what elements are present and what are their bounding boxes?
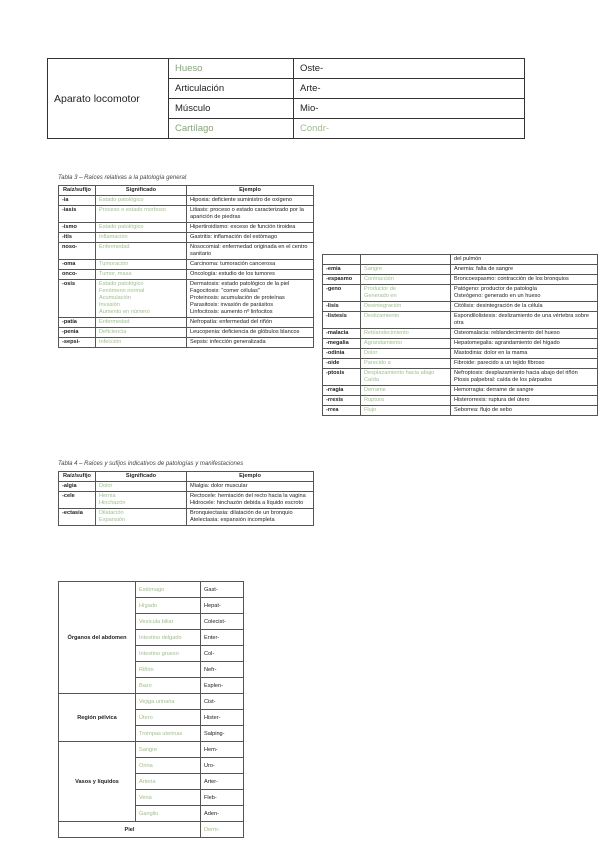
- table4: [58, 471, 314, 526]
- meaning-text: Invasión: [99, 302, 120, 308]
- meaning-cell: [361, 275, 451, 285]
- example-text: Bronquiectasia: dilatación de un bronquio: [190, 510, 293, 516]
- meaning-text: Deslizamiento: [364, 313, 400, 319]
- group-label: Órganos del abdomen: [59, 582, 136, 694]
- term-cell: Cartílago: [169, 119, 294, 139]
- example-cell: [451, 329, 598, 339]
- meaning-cell: [96, 318, 187, 328]
- meaning-text: Estado patológico: [99, 224, 144, 230]
- table-row: [323, 255, 598, 265]
- term-cell: Orina: [136, 758, 201, 774]
- root-cell: Mio-: [294, 99, 525, 119]
- root-cell: -osis: [59, 280, 96, 318]
- meaning-text: Desintegración: [364, 303, 402, 309]
- table4-header: Raíz/sufijo: [59, 472, 96, 482]
- meaning-cell: [96, 482, 187, 492]
- root-cell: -geno: [323, 285, 361, 302]
- table-row: [59, 482, 314, 492]
- meaning-cell: [96, 338, 187, 348]
- meaning-cell: [361, 302, 451, 312]
- term-cell: Intestino grueso: [136, 646, 201, 662]
- root-cell: -ismo: [59, 223, 96, 233]
- root-cell: Condr-: [294, 119, 525, 139]
- example-text: Proteinosis: acumulación de proteínas: [190, 295, 285, 301]
- table-row: [323, 329, 598, 339]
- term-cell: Arteria: [136, 774, 201, 790]
- example-cell: [451, 255, 598, 265]
- organ-row: [59, 742, 244, 758]
- example-text: Nefroptosis: desplazamiento hacia abajo del riñón: [454, 370, 578, 376]
- root-cell: -ptosis: [323, 369, 361, 386]
- meaning-text: Acumulación: [99, 295, 132, 301]
- group-label: Vasos y líquidos: [59, 742, 136, 822]
- table-row: [323, 275, 598, 285]
- meaning-cell: [361, 329, 451, 339]
- root-cell: [323, 255, 361, 265]
- term-cell: Hígado: [136, 598, 201, 614]
- table4-header: Significado: [96, 472, 187, 482]
- table3-header: Significado: [96, 186, 187, 196]
- example-cell: [187, 492, 314, 509]
- example-cell: [451, 396, 598, 406]
- root-cell: -malacia: [323, 329, 361, 339]
- meaning-cell: [96, 328, 187, 338]
- root-cell: Nefr-: [201, 662, 244, 678]
- meaning-text: Flujo: [364, 407, 377, 413]
- example-text: Mialgia: dolor muscular: [190, 483, 248, 489]
- root-cell: Cist-: [201, 694, 244, 710]
- root-cell: -cele: [59, 492, 96, 509]
- meaning-text: Tumoración: [99, 261, 129, 267]
- term-cell: Músculo: [169, 99, 294, 119]
- root-cell: Col-: [201, 646, 244, 662]
- root-cell: -iasis: [59, 206, 96, 223]
- example-text: Patógeno: productor de patología: [454, 286, 538, 292]
- example-text: Dermatosis: estado patológico de la piel: [190, 281, 290, 287]
- meaning-cell: [96, 233, 187, 243]
- locomotor-row: [48, 59, 525, 79]
- table-row: [59, 338, 314, 348]
- example-text: Osteógeno: generado en un hueso: [454, 293, 541, 299]
- example-text: Sepsis: infección generalizada: [190, 339, 266, 345]
- example-cell: [451, 265, 598, 275]
- root-cell: Uro-: [201, 758, 244, 774]
- root-cell: -rrexis: [323, 396, 361, 406]
- example-cell: [451, 285, 598, 302]
- example-text: Gastritis: inflamación del estómago: [190, 234, 278, 240]
- example-cell: [187, 206, 314, 223]
- table-row: [59, 328, 314, 338]
- table-row: [323, 406, 598, 416]
- meaning-text: Enfermedad: [99, 244, 130, 250]
- table4-header: Ejemplo: [187, 472, 314, 482]
- root-cell: -oma: [59, 260, 96, 270]
- example-text: Carcinoma: tumoración cancerosa: [190, 261, 276, 267]
- root-cell: -oide: [323, 359, 361, 369]
- term-cell: Vejiga urinaria: [136, 694, 201, 710]
- term-cell: Trompas uterinas: [136, 726, 201, 742]
- table-row: [59, 270, 314, 280]
- root-cell: -ectasia: [59, 509, 96, 526]
- example-text: Mastodinia: dolor en la mama: [454, 350, 528, 356]
- root-cell: -listesis: [323, 312, 361, 329]
- meaning-text: Proceso o estado morboso: [99, 207, 166, 213]
- example-cell: [451, 302, 598, 312]
- term-cell: Estómago: [136, 582, 201, 598]
- meaning-text: Hernia: [99, 493, 116, 499]
- meaning-cell: [361, 396, 451, 406]
- example-cell: [187, 233, 314, 243]
- meaning-cell: [96, 260, 187, 270]
- example-cell: [187, 482, 314, 492]
- locomotor-table: [47, 58, 525, 139]
- table3-header: Raíz/sufijo: [59, 186, 96, 196]
- meaning-cell: [96, 196, 187, 206]
- example-cell: [187, 328, 314, 338]
- example-cell: [451, 312, 598, 329]
- meaning-text: Estado patológico: [99, 281, 144, 287]
- meaning-cell: [361, 349, 451, 359]
- organ-roots-table: [58, 581, 244, 838]
- root-cell: Hister-: [201, 710, 244, 726]
- meaning-text: Derrame: [364, 387, 386, 393]
- meaning-text: Ruptura: [364, 397, 384, 403]
- example-cell: [187, 260, 314, 270]
- table-row: [59, 206, 314, 223]
- meaning-text: Aumento en número: [99, 309, 150, 315]
- example-text: Histerorrexis: ruptura del útero: [454, 397, 530, 403]
- table-row: [323, 285, 598, 302]
- organ-row: [59, 582, 244, 598]
- root-cell: Fleb-: [201, 790, 244, 806]
- root-cell: Colecist-: [201, 614, 244, 630]
- table4-continued: [322, 254, 598, 416]
- meaning-cell: [96, 206, 187, 223]
- example-text: Hidrocele: hinchazón debida a líquido escroto: [190, 500, 304, 506]
- table-row: [323, 349, 598, 359]
- meaning-cell: [96, 509, 187, 526]
- table3-caption: Tabla 3 – Raíces relativas a la patología general: [58, 175, 187, 181]
- root-cell: noso-: [59, 243, 96, 260]
- meaning-text: Inflamación: [99, 234, 128, 240]
- meaning-text: Infección: [99, 339, 122, 345]
- example-text: Parasitosis: invasión de parásitos: [190, 302, 274, 308]
- meaning-text: Agrandamiento: [364, 340, 402, 346]
- meaning-text: Hinchazón: [99, 500, 126, 506]
- root-cell: -ia: [59, 196, 96, 206]
- meaning-cell: [361, 369, 451, 386]
- meaning-cell: [96, 243, 187, 260]
- meaning-cell: [361, 265, 451, 275]
- root-cell: Salping-: [201, 726, 244, 742]
- example-text: Espondilolistesis: deslizamiento de una vértebra sobre otra: [454, 313, 589, 326]
- example-text: Hipoxia: deficiente suministro de oxígeno: [190, 197, 292, 203]
- meaning-text: Deficiencia: [99, 329, 127, 335]
- root-cell: Arter-: [201, 774, 244, 790]
- example-cell: [451, 406, 598, 416]
- example-text: Seborrea: flujo de sebo: [454, 407, 512, 413]
- table-row: [323, 312, 598, 329]
- meaning-cell: [96, 270, 187, 280]
- meaning-text: Dilatación: [99, 510, 124, 516]
- meaning-text: Dolor: [364, 350, 378, 356]
- example-cell: [187, 338, 314, 348]
- example-cell: [451, 349, 598, 359]
- meaning-text: Parecido a: [364, 360, 391, 366]
- term-cell: Vena: [136, 790, 201, 806]
- meaning-text: Caída: [364, 377, 379, 383]
- example-text: Osteomalacia: reblandecimiento del hueso: [454, 330, 560, 336]
- root-cell: -emia: [323, 265, 361, 275]
- meaning-text: Contracción: [364, 276, 394, 282]
- example-cell: [451, 369, 598, 386]
- term-cell: Vesícula biliar: [136, 614, 201, 630]
- meaning-text: Fenómeno normal: [99, 288, 145, 294]
- group-label: Región pélvica: [59, 694, 136, 742]
- table-row: [59, 196, 314, 206]
- example-text: Litiasis: proceso o estado caracterizado por la aparición de piedras: [190, 207, 304, 220]
- meaning-text: Sangre: [364, 266, 383, 272]
- example-text: Hepatomegalia: agrandamiento del hígado: [454, 340, 560, 346]
- meaning-cell: [361, 406, 451, 416]
- table-row: [59, 318, 314, 328]
- term-cell: Útero: [136, 710, 201, 726]
- table3-header: Ejemplo: [187, 186, 314, 196]
- root-cell: -patía: [59, 318, 96, 328]
- root-cell: -itis: [59, 233, 96, 243]
- root-cell: -rrea: [323, 406, 361, 416]
- root-cell: Aden-: [201, 806, 244, 822]
- example-cell: [451, 275, 598, 285]
- example-cell: [451, 386, 598, 396]
- table3: [58, 185, 314, 348]
- meaning-cell: [96, 280, 187, 318]
- term-cell: Riñón: [136, 662, 201, 678]
- example-cell: [187, 270, 314, 280]
- meaning-text: Expansión: [99, 517, 126, 523]
- meaning-cell: [96, 492, 187, 509]
- table-row: [323, 359, 598, 369]
- root-cell: -sepsi-: [59, 338, 96, 348]
- root-cell: Derm-: [201, 822, 244, 838]
- meaning-cell: [361, 386, 451, 396]
- table-row: [323, 396, 598, 406]
- organ-row: [59, 822, 244, 838]
- root-cell: Arte-: [294, 79, 525, 99]
- example-text: Nosocomial: enfermedad originada en el centro sanitario: [190, 244, 308, 257]
- meaning-text: Estado patológico: [99, 197, 144, 203]
- meaning-text: Reblandecimiento: [364, 330, 409, 336]
- root-cell: Gast-: [201, 582, 244, 598]
- example-text: Anemia: falta de sangre: [454, 266, 514, 272]
- example-text: Hipertiroidismo: exceso de función tiroidea: [190, 224, 296, 230]
- meaning-text: Tumor, masa: [99, 271, 132, 277]
- root-cell: -algia: [59, 482, 96, 492]
- table-row: [59, 260, 314, 270]
- root-cell: -odinia: [323, 349, 361, 359]
- table-row: [59, 509, 314, 526]
- root-cell: Hem-: [201, 742, 244, 758]
- table-row: [323, 386, 598, 396]
- meaning-text: Enfermedad: [99, 319, 130, 325]
- meaning-text: Productor de: [364, 286, 397, 292]
- example-text: Fagocitosis: "comer células": [190, 288, 260, 294]
- root-cell: Esplen-: [201, 678, 244, 694]
- root-cell: -penia: [59, 328, 96, 338]
- example-text: Hemorragia: derrame de sangre: [454, 387, 534, 393]
- example-text: Nefropatía: enfermedad del riñón: [190, 319, 273, 325]
- meaning-cell: [361, 359, 451, 369]
- example-text: Ptosis palpebral: caída de los párpados: [454, 377, 552, 383]
- table-row: [323, 302, 598, 312]
- group-label: Aparato locomotor: [48, 59, 169, 139]
- root-cell: -lisis: [323, 302, 361, 312]
- table-row: [59, 243, 314, 260]
- example-cell: [451, 339, 598, 349]
- table-row: [59, 280, 314, 318]
- example-text: Leucopenia: deficiencia de glóbulos blancos: [190, 329, 300, 335]
- example-text: Citólisis: desintegración de la célula: [454, 303, 543, 309]
- example-text: Atelectasia: expansión incompleta: [190, 517, 275, 523]
- example-cell: [187, 223, 314, 233]
- table-row: [323, 369, 598, 386]
- root-cell: Enter-: [201, 630, 244, 646]
- table-row: [59, 223, 314, 233]
- meaning-text: Dolor: [99, 483, 113, 489]
- root-cell: -rragia: [323, 386, 361, 396]
- table-row: [59, 233, 314, 243]
- root-cell: onco-: [59, 270, 96, 280]
- example-cell: [187, 196, 314, 206]
- root-cell: Hepat-: [201, 598, 244, 614]
- root-cell: -espasmo: [323, 275, 361, 285]
- example-text: del pulmón: [454, 256, 482, 262]
- table-row: [323, 339, 598, 349]
- example-text: Rectocele: herniación del recto hacia la vagina: [190, 493, 306, 499]
- term-cell: Bazo: [136, 678, 201, 694]
- example-cell: [187, 243, 314, 260]
- example-cell: [187, 280, 314, 318]
- table-row: [323, 265, 598, 275]
- table4-caption: Tabla 4 – Raíces y sufijos indicativos de patologías y manifestaciones: [58, 461, 244, 467]
- root-cell: -megalia: [323, 339, 361, 349]
- meaning-text: Desplazamiento hacia abajo: [364, 370, 435, 376]
- example-cell: [187, 509, 314, 526]
- example-cell: [187, 318, 314, 328]
- term-cell: Sangre: [136, 742, 201, 758]
- term-cell: Intestino delgado: [136, 630, 201, 646]
- example-text: Broncoespasmo: contracción de los bronquios: [454, 276, 569, 282]
- group-label: Piel: [59, 822, 201, 838]
- term-cell: Articulación: [169, 79, 294, 99]
- meaning-text: Generado en: [364, 293, 397, 299]
- table-row: [59, 492, 314, 509]
- term-cell: Hueso: [169, 59, 294, 79]
- meaning-cell: [361, 255, 451, 265]
- meaning-cell: [361, 285, 451, 302]
- example-text: Linfocitosis: aumento nº linfocitos: [190, 309, 273, 315]
- meaning-cell: [361, 339, 451, 349]
- example-cell: [451, 359, 598, 369]
- root-cell: Oste-: [294, 59, 525, 79]
- organ-row: [59, 694, 244, 710]
- term-cell: Ganglio: [136, 806, 201, 822]
- meaning-cell: [96, 223, 187, 233]
- example-text: Oncología: estudio de los tumores: [190, 271, 275, 277]
- meaning-cell: [361, 312, 451, 329]
- example-text: Fibroide: parecido a un tejido fibroso: [454, 360, 545, 366]
